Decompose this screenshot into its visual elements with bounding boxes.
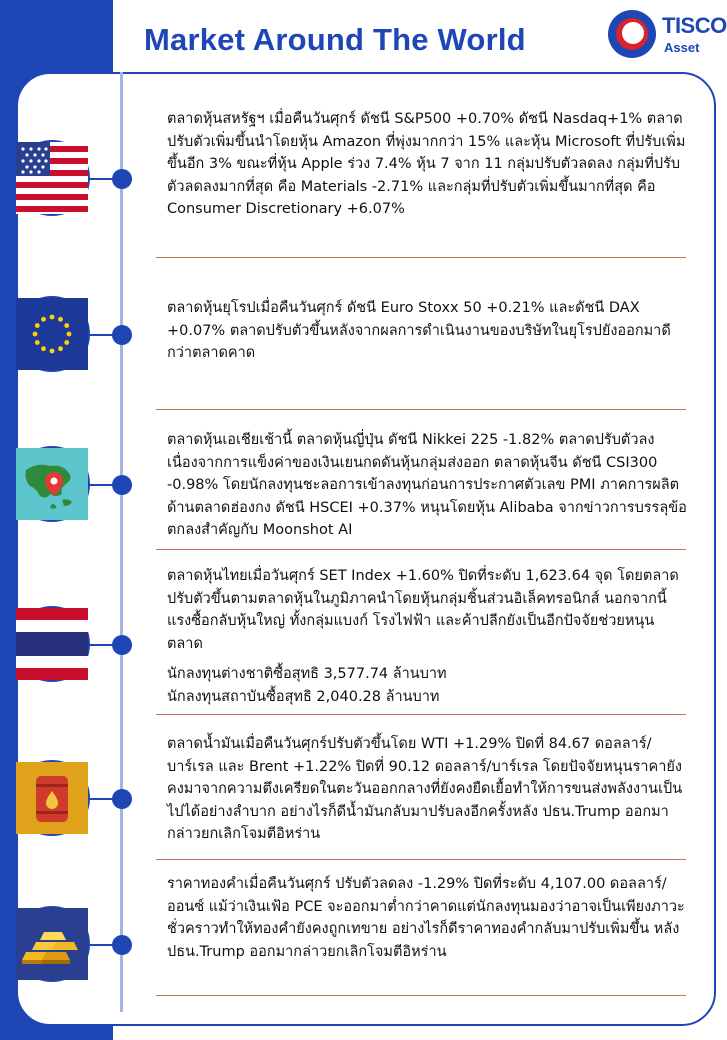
europe-market-text	[167, 297, 689, 365]
logo-subtitle: Asset	[664, 40, 700, 55]
net-flow-paragraph: นักลงทุนต่างชาติซื้อสุทธิ 3,577.74 ล้านบาท นักลงทุนสถาบันซื้อสุทธิ 2,040.28 ล้านบาท	[167, 666, 447, 705]
connector-line	[88, 178, 114, 180]
connector-line	[88, 334, 114, 336]
connector-line	[88, 644, 114, 646]
oil-market-text	[167, 733, 689, 846]
tisco-logo-icon	[608, 10, 656, 58]
paragraph: ตลาดหุ้นเอเชียเช้านี้ ตลาดหุ้นญี่ปุ่น ดัชนี Nikkei 225 -1.82% ตลาดปรับตัวลงเนื่องจากการแข็งค่าของเงินเยนกดดันหุ้นกลุ่มส่งออก ตลาดหุ้นจีน ดัชนี CSI300 -0.98% โดยนักลงทุนชะลอการเข้าลงทุนก่อนการประกาศตัวเลข PMI ภาคการผลิต ด้านตลาดฮ่องกง ดัชนี HSCEI +0.37% หนุนโดยหุ้น Alibaba จากข่าวการบรรลุข้อตกลงสำคัญกับ Moonshot AI	[167, 432, 687, 538]
divider	[156, 257, 686, 258]
paragraph: ตลาดหุ้นสหรัฐฯ เมื่อคืนวันศุกร์ ดัชนี S&P500 +0.70% ดัชนี Nasdaq+1% ตลาดปรับตัวเพิ่มขึ้นนำโดยหุ้น Amazon ที่พุ่งมากกว่า 15% และหุ้น Microsoft ที่ปรับเพิ่มขึ้นอีก 3% ขณะที่หุ้น Apple ร่วง 7.4% หุ้น 7 จาก 11 กลุ่มปรับตัวลดลง กลุ่มที่ปรับตัวลดลงมากที่สุด คือ Materials -2.71% และกลุ่มที่ปรับตัวเพิ่มขึ้นมากที่สุด คือ Consumer Discretionary +6.07%	[167, 111, 686, 217]
timeline-node	[112, 635, 132, 655]
divider	[156, 859, 686, 860]
gold-bars-icon	[14, 906, 90, 982]
divider	[156, 549, 686, 550]
timeline-node	[112, 475, 132, 495]
connector-line	[88, 484, 114, 486]
timeline-node	[112, 325, 132, 345]
divider	[156, 714, 686, 715]
connector-line	[88, 798, 114, 800]
us-flag-icon	[14, 140, 90, 216]
thai-flag-icon	[14, 606, 90, 682]
tisco-logo	[608, 10, 727, 60]
asia-market-text	[167, 429, 689, 542]
thai-market-text	[167, 565, 689, 708]
timeline-spine	[120, 72, 123, 1012]
timeline-node	[112, 169, 132, 189]
connector-line	[88, 944, 114, 946]
oil-barrel-icon	[14, 760, 90, 836]
timeline-node	[112, 935, 132, 955]
logo-name: TISCO	[662, 13, 727, 38]
divider	[156, 995, 686, 996]
paragraph: ตลาดหุ้นยุโรปเมื่อคืนวันศุกร์ ดัชนี Euro Stoxx 50 +0.21% และดัชนี DAX +0.07% ตลาดปรับตัวขึ้นหลังจากผลการดำเนินงานของบริษัทในยุโรปยังออกมาดีกว่าตลาดคาด	[167, 300, 671, 361]
gold-market-text	[167, 873, 689, 963]
page-title: Market Around The World	[144, 22, 526, 57]
paragraph: ตลาดน้ำมันเมื่อคืนวันศุกร์ปรับตัวขึ้นโดย WTI +1.29% ปิดที่ 84.67 ดอลลาร์/บาร์เรล และ Brent +1.22% ปิดที่ 90.12 ดอลลาร์/บาร์เรล โดยปัจจัยหนุนราคายังคงมาจากความตึงเครียดในตะวันออกกลางที่ยังคงยืดเยื้อทำให้การขนส่งพลังงานเป็นไปได้อย่างลำบาก อย่างไรก็ดีน้ำมันกลับมาปรับลงอีกครั้งหลัง ปธน.Trump ออกมากล่าวยกเลิกโจมตีอิหร่าน	[167, 736, 683, 842]
asia-globe-icon	[14, 446, 90, 522]
paragraph: ราคาทองคำเมื่อคืนวันศุกร์ ปรับตัวลดลง -1.29% ปิดที่ระดับ 4,107.00 ดอลลาร์/ออนซ์ แม้ว่าเงินเฟ้อ PCE จะออกมาต่ำกว่าคาดแต่นักลงทุนมองว่าอาจเป็นเพียงภาวะชั่วคราวทำให้ทองคำยังคงถูกเทขาย อย่างไรก็ดีราคาทองคำกลับมาปรับเพิ่มขึ้น หลัง ปธน.Trump ออกมากล่าวยกเลิกโจมตีอิหร่าน	[167, 876, 685, 960]
paragraph: ตลาดหุ้นไทยเมื่อวันศุกร์ SET Index +1.60% ปิดที่ระดับ 1,623.64 จุด โดยตลาดปรับตัวขึ้นตามตลาดหุ้นในภูมิภาคนำโดยหุ้นกลุ่มชิ้นส่วนอิเล็คทรอนิกส์ นอกจากนี้ แรงซื้อกลับหุ้นใหญ่ ทั้งกลุ่มแบงก์ โรงไฟฟ้า และค้าปลีกยังเป็นอีกปัจจัยช่วยหนุนตลาด	[167, 568, 679, 652]
divider	[156, 409, 686, 410]
timeline-node	[112, 789, 132, 809]
us-market-text	[167, 108, 689, 221]
eu-flag-icon	[14, 296, 90, 372]
